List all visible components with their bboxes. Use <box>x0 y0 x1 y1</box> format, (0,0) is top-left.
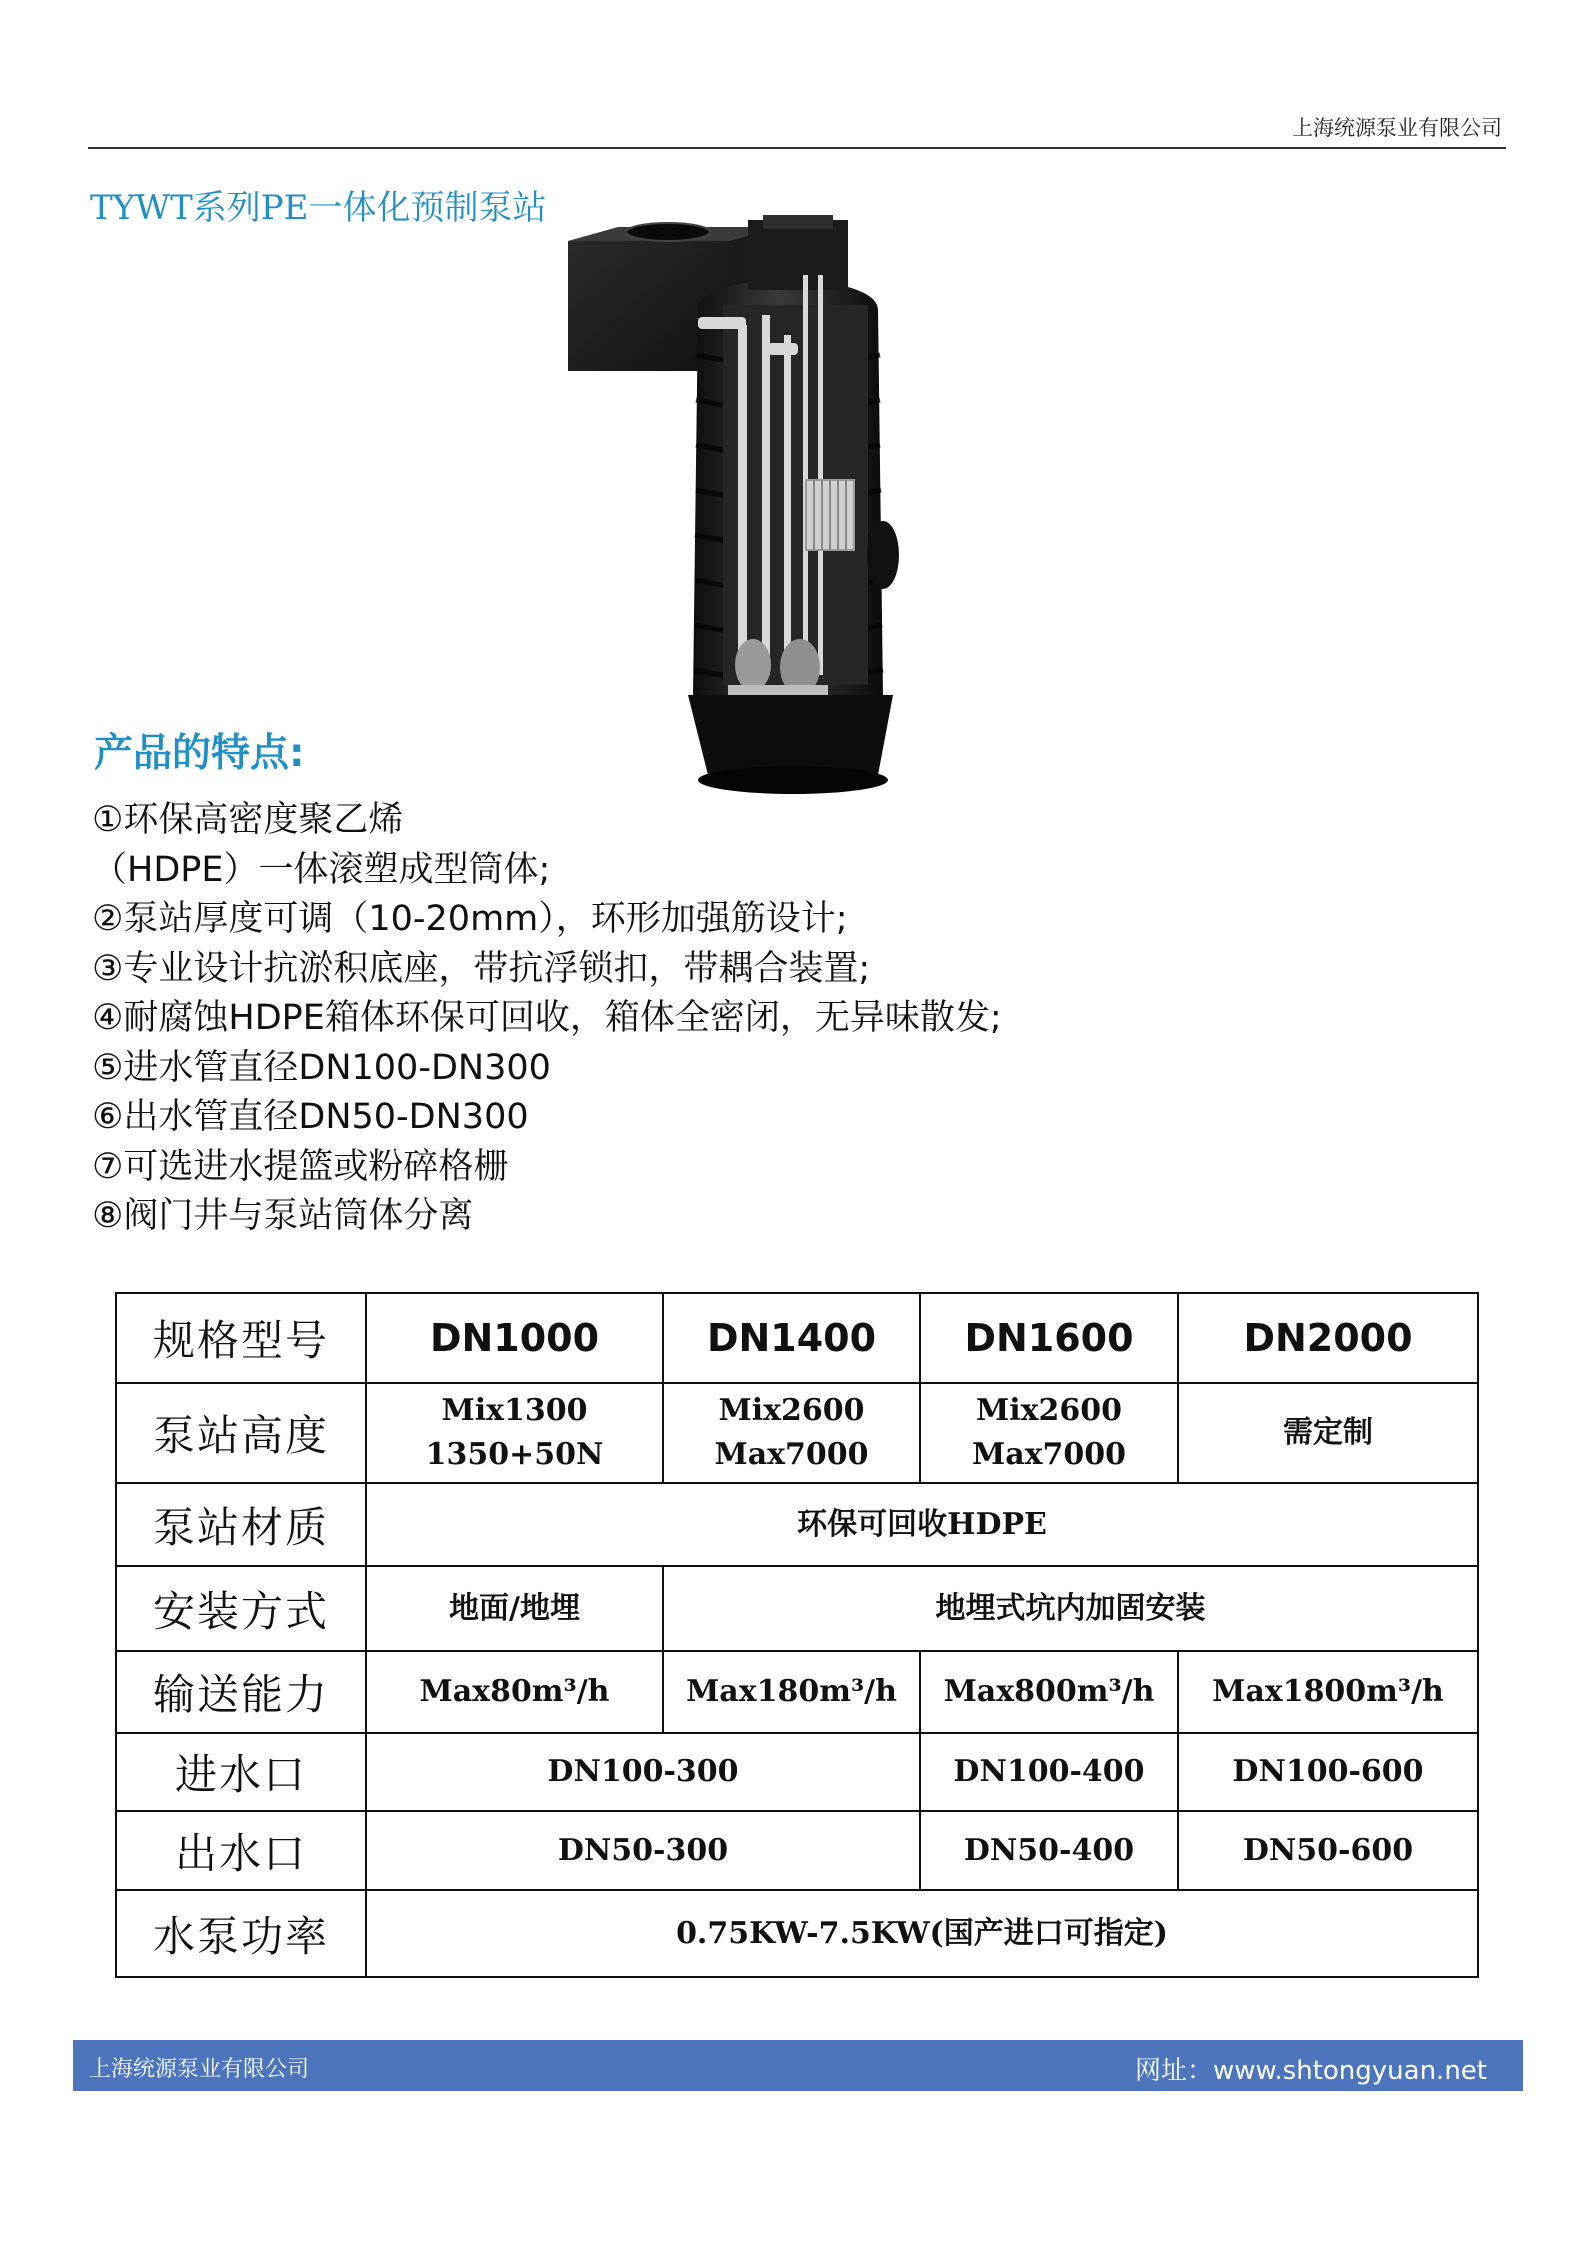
model-header: DN2000 <box>1178 1293 1478 1383</box>
table-row <box>116 1383 1478 1483</box>
pump-station-illustration-icon <box>548 215 996 800</box>
feature-item: ⑧阀门井与泵站筒体分离 <box>92 1196 474 1236</box>
height-cell: Mix2600 Max7000 <box>663 1383 920 1483</box>
inlet-cell: DN100-400 <box>920 1733 1178 1811</box>
capacity-cell: Max180m³/h <box>663 1651 920 1733</box>
height-cell: 需定制 <box>1178 1383 1478 1483</box>
header-company: 上海统源泵业有限公司 <box>1292 116 1502 140</box>
inlet-cell: DN100-300 <box>366 1733 920 1811</box>
material-cell: 环保可回收HDPE <box>366 1483 1478 1566</box>
spec-table <box>115 1292 1479 1978</box>
inlet-cell: DN100-600 <box>1178 1733 1478 1811</box>
capacity-cell: Max1800m³/h <box>1178 1651 1478 1733</box>
outlet-cell: DN50-400 <box>920 1811 1178 1890</box>
row-label-capacity: 输送能力 <box>116 1651 366 1733</box>
table-row <box>116 1483 1478 1566</box>
feature-item: ①环保高密度聚乙烯 <box>92 800 404 840</box>
row-label-material: 泵站材质 <box>116 1483 366 1566</box>
install-cell: 地埋式坑内加固安装 <box>663 1566 1478 1651</box>
feature-item: ⑦可选进水提篮或粉碎格栅 <box>92 1146 509 1187</box>
model-header: DN1600 <box>920 1293 1178 1383</box>
row-label-outlet: 出水口 <box>116 1811 366 1890</box>
feature-item: ③专业设计抗淤积底座，带抗浮锁扣，带耦合装置; <box>92 948 871 989</box>
height-cell: Mix1300 1350+50N <box>366 1383 663 1483</box>
outlet-cell: DN50-300 <box>366 1811 920 1890</box>
model-header: DN1000 <box>366 1293 663 1383</box>
table-row <box>116 1566 1478 1651</box>
feature-item: ②泵站厚度可调（10-20mm），环形加强筋设计; <box>92 899 848 939</box>
height-cell: Mix2600 Max7000 <box>920 1383 1178 1483</box>
feature-item: （HDPE）一体滚塑成型筒体; <box>92 849 551 890</box>
features-list <box>92 796 1002 1242</box>
table-row <box>116 1733 1478 1811</box>
capacity-cell: Max80m³/h <box>366 1651 663 1733</box>
feature-item: ④耐腐蚀HDPE箱体环保可回收，箱体全密闭，无异味散发; <box>92 998 1002 1038</box>
model-header: DN1400 <box>663 1293 920 1383</box>
footer-bar <box>73 2040 1523 2091</box>
row-label-install: 安装方式 <box>116 1566 366 1651</box>
power-cell: 0.75KW-7.5KW(国产进口可指定) <box>366 1890 1478 1977</box>
row-label-height: 泵站高度 <box>116 1383 366 1483</box>
install-cell: 地面/地埋 <box>366 1566 663 1651</box>
footer-website[interactable]: 网址：www.shtongyuan.net <box>1135 2056 1487 2086</box>
row-label-inlet: 进水口 <box>116 1733 366 1811</box>
header-divider <box>88 147 1506 149</box>
table-row <box>116 1651 1478 1733</box>
footer-company: 上海统源泵业有限公司 <box>89 2057 310 2082</box>
feature-item: ⑥出水管直径DN50-DN300 <box>92 1097 529 1137</box>
features-heading: 产品的特点: <box>94 731 305 776</box>
series-title: TYWT系列PE一体化预制泵站 <box>90 188 547 228</box>
table-row <box>116 1890 1478 1977</box>
row-label-model: 规格型号 <box>116 1293 366 1383</box>
table-row <box>116 1293 1478 1383</box>
row-label-power: 水泵功率 <box>116 1890 366 1977</box>
capacity-cell: Max800m³/h <box>920 1651 1178 1733</box>
table-row <box>116 1811 1478 1890</box>
feature-item: ⑤进水管直径DN100-DN300 <box>92 1047 551 1088</box>
outlet-cell: DN50-600 <box>1178 1811 1478 1890</box>
